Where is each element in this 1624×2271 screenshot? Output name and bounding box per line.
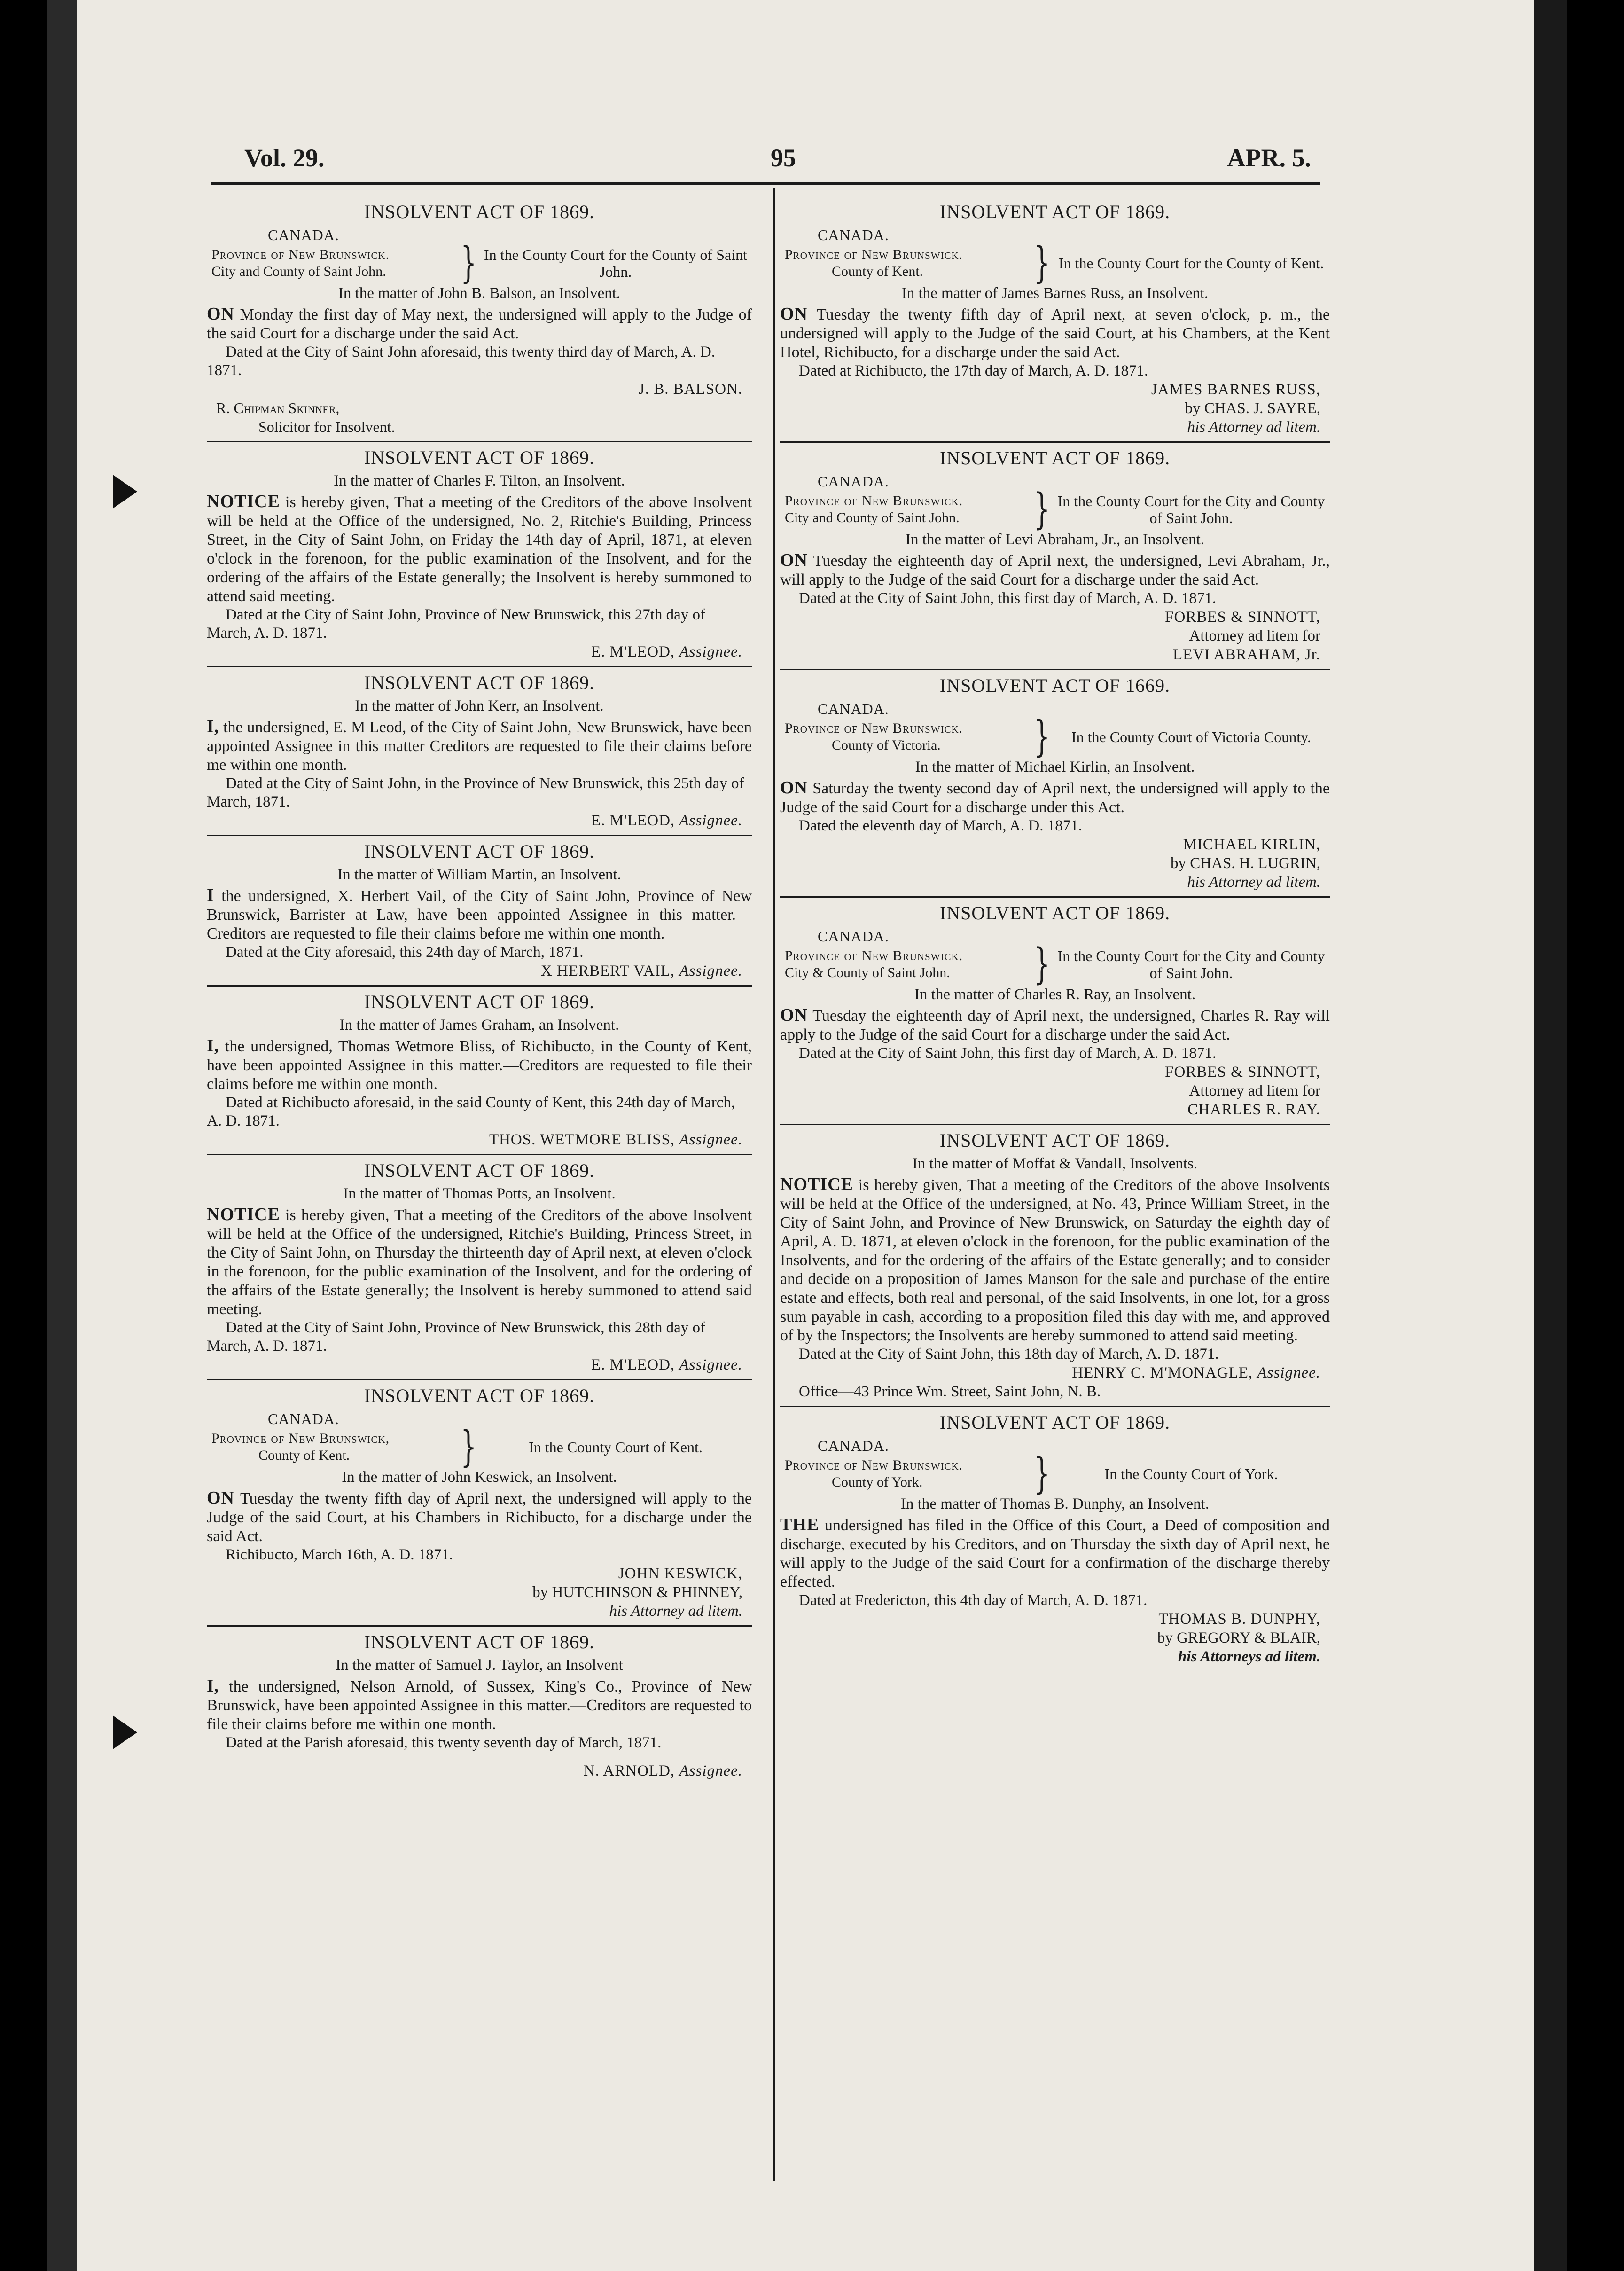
province: Province of New Brunswick. [785, 493, 963, 509]
scan-border-left [47, 0, 77, 2271]
matter-line: In the matter of Charles R. Ray, an Insolvent. [914, 986, 1196, 1003]
court: In the County Court for the County of Kent. [1058, 255, 1324, 272]
matter-line: In the matter of Thomas B. Dunphy, an Insolvent. [900, 1496, 1210, 1512]
body-text: Monday the first day of May next, the undersigned will apply to the Judge of the said Court for a discharge under the said Act. [207, 306, 752, 342]
matter-line: In the matter of John B. Balson, an Insolvent. [338, 285, 621, 302]
brace-icon: } [1034, 1449, 1050, 1498]
body-text: is hereby given, That a meeting of the Creditors of the above Insolvent will be held at the Office of the undersigned, Ritchie's Building, Princess Street, in the City of Saint John, on Thursday the thirteenth day of April next, at eleven o'clock in the forenoon, for the public examination of the Insolvent, and for the ordering of the affairs of the Estate generally; the Insolvent is hereby summoned to attend said meeting. [207, 1206, 752, 1318]
notice-kerr [207, 671, 752, 836]
lead-word: ON [207, 304, 234, 324]
brace-icon: } [1034, 712, 1050, 761]
matter-line: In the matter of William Martin, an Insolvent. [337, 866, 621, 883]
role: Assignee. [679, 1762, 742, 1779]
signer: E. M'LEOD, [591, 643, 675, 660]
dated-line: Dated at the City aforesaid, this 24th day of March, 1871. [226, 944, 584, 961]
matter-line: In the matter of Michael Kirlin, an Insolvent. [915, 759, 1195, 775]
signature: FORBES & SINNOTT, [1165, 1064, 1320, 1081]
body-text: Tuesday the eighteenth day of April next, the undersigned, Levi Abraham, Jr., will apply to the Judge of the said Court for a discharge under the said Act. [780, 552, 1330, 588]
notice-body [207, 305, 752, 343]
by-attorney: by CHAS. J. SAYRE, [1185, 400, 1320, 417]
page-header [216, 143, 1320, 186]
solicitor-name: R. Chipman Skinner, [216, 399, 340, 416]
role: Assignee. [679, 1131, 742, 1148]
left-column [207, 197, 752, 1789]
signature: MICHAEL KIRLIN, [1183, 836, 1320, 853]
signature [207, 811, 752, 830]
notice-body [780, 1006, 1330, 1044]
role: Assignee. [679, 963, 742, 979]
county: County of Kent. [832, 264, 923, 279]
jurisdiction [785, 238, 1330, 288]
lead-word: NOTICE [207, 492, 280, 511]
notice-body [207, 1205, 752, 1319]
signature [207, 1355, 752, 1374]
client-name: CHARLES R. RAY. [1187, 1101, 1320, 1118]
body-text: is hereby given, That a meeting of the Creditors of the above Insolvents will be held at the Office of the undersigned, at No. 43, Prince William Street, in the City of Saint John, and Province of New Brunswick, on Saturday the eighth day of April, A. D. 1871, at eleven o'clock in the forenoon, for the public examination of the Insolvents, and for the ordering of the affairs of the Estate generally; and to consider and decide on a proposition of James Manson for the sale and purchase of the entire estate and effects, both real and personal, of the said Insolvents, in one lot, for a gross sum payable in cash, according to a proposition filed this day with me, and approved of by the Inspectors; the Insolvents are hereby summoned to attend said meeting. [780, 1176, 1330, 1344]
brace-icon: } [1034, 238, 1050, 288]
issue-date: APR. 5. [1227, 144, 1311, 172]
notice-moffat-vandall [780, 1129, 1330, 1407]
notice-title: INSOLVENT ACT OF 1669. [939, 675, 1171, 696]
notice-dunphy [780, 1411, 1330, 1671]
solicitor-role: Solicitor for Insolvent. [258, 418, 395, 435]
by-attorney: by CHAS. H. LUGRIN, [1170, 855, 1320, 872]
matter-line: In the matter of Samuel J. Taylor, an Insolvent [336, 1657, 623, 1674]
dated-line: Richibucto, March 16th, A. D. 1871. [226, 1546, 453, 1563]
notice-body [207, 1488, 752, 1546]
jurisdiction [785, 485, 1330, 534]
body-text: Tuesday the eighteenth day of April next, the undersigned, Charles R. Ray will apply to the Judge of the said Court for a discharge under the said Act. [780, 1007, 1330, 1043]
body-text: is hereby given, That a meeting of the Creditors of the above Insolvent will be held at the Office of the undersigned, No. 2, Ritchie's Building, Princess Street, in the City of Saint John, on Friday the 14th day of April, 1871, at eleven o'clock in the forenoon, for the public examination of the Insolvent, and for the ordering of the affairs of the Estate generally; the Insolvent is hereby summoned to attend said meeting. [207, 493, 752, 605]
notice-potts [207, 1159, 752, 1380]
notice-taylor [207, 1630, 752, 1785]
by-attorney: by GREGORY & BLAIR, [1157, 1629, 1320, 1646]
country-label: CANADA. [268, 227, 339, 243]
notice-title: INSOLVENT ACT OF 1869. [364, 841, 595, 862]
notice-body [207, 717, 752, 775]
notice-title: INSOLVENT ACT OF 1869. [364, 1160, 595, 1181]
notice-title: INSOLVENT ACT OF 1869. [939, 201, 1171, 222]
body-text: Tuesday the twenty fifth day of April next, at seven o'clock, p. m., the undersigned will apply to the Judge of the said Court, at his Chambers, at the Kent Hotel, Richibucto, for a discharge under the said Act. [780, 306, 1330, 361]
country-label: CANADA. [818, 928, 889, 945]
province: Province of New Brunswick. [785, 247, 963, 262]
dated-line: Dated at the City of Saint John, Province of New Brunswick, this 28th day of March, A. D. 1871. [207, 1319, 706, 1355]
signer: E. M'LEOD, [591, 1356, 675, 1373]
attorney-role: his Attorneys ad litem. [1178, 1648, 1320, 1665]
signature [207, 642, 752, 661]
dated-line: Dated at the City of Saint John, in the Province of New Brunswick, this 25th day of March, 1871. [207, 775, 744, 810]
notice-title: INSOLVENT ACT OF 1869. [364, 201, 595, 222]
notice-kirlin [780, 674, 1330, 898]
header-rule [211, 182, 1320, 185]
attorney-role: Attorney ad litem for [1189, 1082, 1320, 1099]
lead-word: ON [207, 1488, 234, 1508]
scan-border-right [1534, 0, 1567, 2271]
signer: N. ARNOLD, [583, 1762, 675, 1779]
notice-graham [207, 990, 752, 1155]
jurisdiction [785, 940, 1330, 989]
signer: THOS. WETMORE BLISS, [489, 1131, 675, 1148]
country-label: CANADA. [818, 700, 889, 717]
volume-label: Vol. 29. [244, 144, 325, 172]
signature [207, 1762, 752, 1780]
notice-title: INSOLVENT ACT OF 1869. [364, 447, 595, 468]
county: County of Victoria. [832, 737, 941, 753]
county: City and County of Saint John. [785, 510, 960, 525]
dated-line: Dated at the City of Saint John, this first day of March, A. D. 1871. [799, 1045, 1217, 1062]
court: In the County Court of Victoria County. [1071, 728, 1312, 745]
lead-word: I [207, 885, 214, 905]
signature: JOHN KESWICK, [618, 1565, 742, 1582]
body-text: Tuesday the twenty fifth day of April next, the undersigned will apply to the Judge of the said Court, at his Chambers in Richibucto, for a discharge under the said Act. [207, 1490, 752, 1545]
matter-line: In the matter of Charles F. Tilton, an Insolvent. [334, 472, 625, 489]
notice-body [780, 1175, 1330, 1345]
dated-line: Dated the eleventh day of March, A. D. 1871. [799, 817, 1082, 834]
brace-icon: } [1034, 485, 1050, 534]
lead-word: ON [780, 1005, 808, 1025]
county: County of Kent. [258, 1448, 350, 1463]
dated-line: Dated at the City of Saint John, this first day of March, A. D. 1871. [799, 590, 1217, 607]
role: Assignee. [679, 812, 742, 829]
court: In the County Court for the City and County of Saint John. [1057, 948, 1325, 981]
signature: THOMAS B. DUNPHY, [1158, 1611, 1320, 1628]
body-text: Saturday the twenty second day of April next, the undersigned will apply to the Judge of the said Court for a discharge under this Act. [780, 780, 1330, 816]
lead-word: I, [207, 717, 219, 736]
signer: HENRY C. M'MONAGLE, [1072, 1364, 1253, 1381]
notice-title: INSOLVENT ACT OF 1869. [939, 1412, 1171, 1433]
matter-line: In the matter of James Barnes Russ, an Insolvent. [901, 285, 1209, 302]
notice-body [207, 1676, 752, 1734]
brace-icon: } [1034, 940, 1050, 989]
court: In the County Court for the County of Saint John. [484, 246, 747, 280]
dated-line: Dated at the City of Saint John aforesaid, this twenty third day of March, A. D. 1871. [207, 344, 716, 379]
lead-word: THE [780, 1515, 820, 1535]
notice-body [780, 305, 1330, 362]
brace-icon: } [461, 238, 477, 288]
body-text: the undersigned, Thomas Wetmore Bliss, of Richibucto, in the County of Kent, have been appointed Assignee in this matter.—Creditors are requested to file their claims before me within one month. [207, 1038, 752, 1093]
notice-title: INSOLVENT ACT OF 1869. [364, 991, 595, 1012]
lead-word: ON [780, 550, 808, 570]
notice-ray [780, 901, 1330, 1125]
lead-word: I, [207, 1676, 219, 1696]
province: Province of New Brunswick. [785, 948, 963, 963]
notice-title: INSOLVENT ACT OF 1869. [939, 1130, 1171, 1151]
jurisdiction [785, 1449, 1330, 1498]
client-name: LEVI ABRAHAM, Jr. [1172, 646, 1320, 663]
lead-word: NOTICE [207, 1205, 280, 1224]
matter-line: In the matter of Levi Abraham, Jr., an Insolvent. [906, 531, 1204, 548]
province: Province of New Brunswick. [785, 720, 963, 736]
notice-abraham [780, 446, 1330, 670]
notice-title: INSOLVENT ACT OF 1869. [939, 447, 1171, 469]
notice-tilton [207, 446, 752, 667]
notice-body [780, 778, 1330, 817]
dated-line: Dated at the City of Saint John, this 18th day of March, A. D. 1871. [799, 1346, 1219, 1363]
attorney-role: his Attorney ad litem. [609, 1603, 742, 1620]
binding-marker-icon [113, 1715, 137, 1749]
notice-body [207, 1036, 752, 1094]
notice-title: INSOLVENT ACT OF 1869. [364, 672, 595, 693]
notice-keswick [207, 1384, 752, 1627]
attorney-role: Attorney ad litem for [1189, 627, 1320, 644]
matter-line: In the matter of Moffat & Vandall, Insolvents. [912, 1155, 1198, 1172]
notice-body [207, 886, 752, 943]
matter-line: In the matter of Thomas Potts, an Insolvent. [343, 1185, 616, 1202]
notice-body [207, 492, 752, 606]
province: Province of New Brunswick, [211, 1431, 390, 1446]
signature [207, 1130, 752, 1149]
province: Province of New Brunswick. [785, 1457, 963, 1473]
binding-marker-icon [113, 475, 137, 509]
attorney-role: his Attorney ad litem. [1187, 874, 1320, 891]
signer: X HERBERT VAIL, [540, 963, 675, 979]
role: Assignee. [679, 1356, 742, 1373]
matter-line: In the matter of John Kerr, an Insolvent. [355, 697, 604, 714]
signature [207, 962, 752, 980]
notice-russ [780, 200, 1330, 443]
signature: JAMES BARNES RUSS, [1151, 381, 1320, 398]
lead-word: ON [780, 304, 808, 324]
dated-line: Dated at Fredericton, this 4th day of March, A. D. 1871. [799, 1592, 1148, 1609]
body-text: the undersigned, Nelson Arnold, of Sussex, King's Co., Province of New Brunswick, have been appointed Assignee in this matter.—Creditors are requested to file their claims before me within one month. [207, 1678, 752, 1733]
role: Assignee. [1257, 1364, 1320, 1381]
by-attorney: by HUTCHINSON & PHINNEY, [532, 1584, 742, 1601]
brace-icon: } [461, 1422, 477, 1472]
county: County of York. [832, 1474, 923, 1490]
signer: E. M'LEOD, [591, 812, 675, 829]
notice-balson [207, 200, 752, 442]
lead-word: NOTICE [780, 1175, 853, 1194]
court: In the County Court of Kent. [529, 1439, 703, 1456]
attorney-role: his Attorney ad litem. [1187, 419, 1320, 436]
county: City & County of Saint John. [785, 965, 950, 980]
notice-martin [207, 840, 752, 987]
page-number: 95 [771, 144, 796, 172]
signature [780, 1363, 1330, 1382]
jurisdiction [785, 712, 1330, 761]
notice-title: INSOLVENT ACT OF 1869. [364, 1631, 595, 1652]
dated-line: Dated at the City of Saint John, Province of New Brunswick, this 27th day of March, A. D. 1871. [207, 606, 706, 642]
signature: FORBES & SINNOTT, [1165, 609, 1320, 626]
lead-word: ON [780, 778, 808, 798]
notice-title: INSOLVENT ACT OF 1869. [364, 1385, 595, 1406]
court: In the County Court for the City and County of Saint John. [1057, 493, 1325, 526]
court: In the County Court of York. [1104, 1465, 1278, 1482]
signature: J. B. BALSON. [638, 381, 742, 398]
matter-line: In the matter of John Keswick, an Insolvent. [342, 1469, 617, 1486]
lead-word: I, [207, 1036, 219, 1056]
dated-line: Dated at Richibucto, the 17th day of March, A. D. 1871. [799, 362, 1148, 379]
country-label: CANADA. [268, 1410, 339, 1427]
right-column [780, 197, 1330, 1675]
role: Assignee. [679, 643, 742, 660]
jurisdiction [211, 1422, 752, 1472]
notice-title: INSOLVENT ACT OF 1869. [939, 902, 1171, 924]
province: Province of New Brunswick. [211, 247, 390, 262]
body-text: the undersigned, E. M Leod, of the City of Saint John, New Brunswick, have been appointed Assignee in this matter Creditors are requested to file their claims before me within one month. [207, 719, 752, 774]
column-divider [773, 188, 775, 2181]
office-address: Office—43 Prince Wm. Street, Saint John, N. B. [799, 1383, 1101, 1400]
notice-body [780, 551, 1330, 589]
dated-line: Dated at the Parish aforesaid, this twenty seventh day of March, 1871. [226, 1734, 662, 1751]
country-label: CANADA. [818, 1437, 889, 1454]
country-label: CANADA. [818, 473, 889, 490]
body-text: undersigned has filed in the Office of this Court, a Deed of composition and discharge, executed by his Creditors, and on Thursday the sixth day of April next, he will apply to the Judge of the said Court for a confirmation of the discharge thereby effected. [780, 1517, 1330, 1590]
matter-line: In the matter of James Graham, an Insolvent. [339, 1017, 619, 1034]
dated-line: Dated at Richibucto aforesaid, in the said County of Kent, this 24th day of March, A. D. 1871. [207, 1094, 735, 1129]
notice-body [780, 1515, 1330, 1591]
jurisdiction [211, 238, 752, 288]
country-label: CANADA. [818, 227, 889, 243]
county: City and County of Saint John. [211, 264, 386, 279]
body-text: the undersigned, X. Herbert Vail, of the City of Saint John, Province of New Brunswick, Barrister at Law, have been appointed Assignee in this matter.—Creditors are requested to file their claims before me within one month. [207, 887, 752, 942]
